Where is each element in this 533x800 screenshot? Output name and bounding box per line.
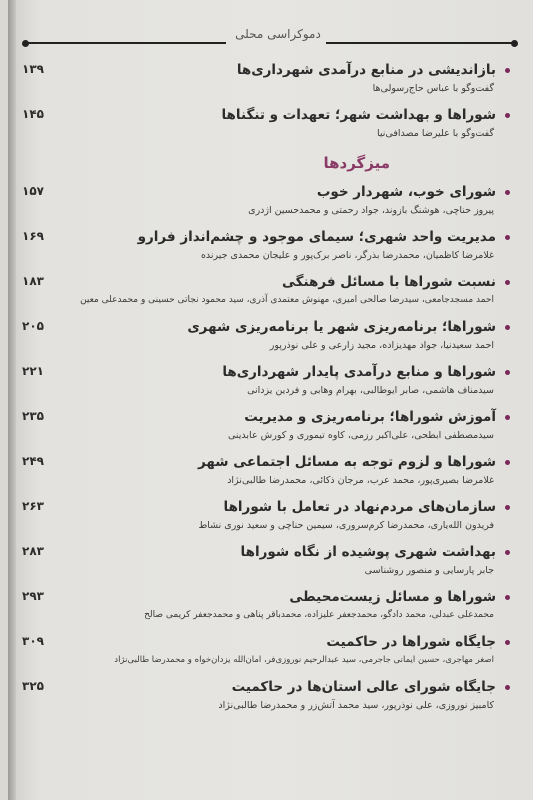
- toc-page-number: ۱۴۵: [22, 107, 44, 121]
- toc-page-number: ۱۵۷: [22, 184, 44, 198]
- toc-entry-title: [22, 542, 510, 563]
- bullet-icon: [505, 550, 510, 555]
- bullet-icon: [505, 68, 510, 73]
- toc-entry-authors: گفت‌وگو با علیرضا مصدافی‌نیا: [377, 128, 494, 139]
- bullet-icon: [505, 595, 510, 600]
- bullet-icon: [505, 113, 510, 118]
- toc-entry[interactable]: [22, 587, 510, 623]
- toc-entry[interactable]: [22, 60, 510, 96]
- header-dot-right: [511, 40, 518, 47]
- bullet-icon: [505, 325, 510, 330]
- toc-entry-title: [22, 677, 510, 698]
- bullet-icon: [505, 685, 510, 690]
- bullet-icon: [505, 415, 510, 420]
- toc-entry-authors: غلامرضا بصیری‌پور، محمد عرب، مرجان ذکائی، محمدرضا طالبی‌نژاد: [227, 475, 494, 486]
- toc-entry-title: [22, 452, 510, 473]
- toc-entry-title-text: مدیریت واحد شهری؛ سیمای موجود و چشم‌انداز فرارو: [137, 229, 496, 245]
- toc-entry-title: [22, 407, 510, 428]
- toc-entry[interactable]: [22, 677, 510, 713]
- toc-entry[interactable]: [22, 105, 510, 141]
- toc-entry[interactable]: [22, 497, 510, 533]
- toc-page-number: ۲۴۹: [22, 454, 44, 468]
- toc-entry[interactable]: [22, 317, 510, 353]
- toc-entry[interactable]: [22, 272, 510, 308]
- toc-page-number: ۳۲۵: [22, 679, 44, 693]
- toc-entry-authors: کامبیز نوروزی، علی نوذرپور، سید محمد آتش‌زر و محمدرضا طالبی‌نژاد: [218, 700, 494, 711]
- toc-entry-authors: غلامرضا کاظمیان، محمدرضا بذرگر، ناصر برک‌پور و علیجان محمدی جیرنده: [200, 250, 494, 261]
- toc-page-number: ۱۶۹: [22, 229, 44, 243]
- header-rule-left: [26, 42, 226, 44]
- toc-entry[interactable]: [22, 542, 510, 578]
- toc-entry-authors: فریدون الله‌یاری، محمدرضا کرم‌سروری، سیمین حناچی و سعید نوری نشاط: [198, 520, 494, 531]
- toc-entry-title-text: بهداشت شهری پوشیده از نگاه شوراها: [240, 544, 496, 560]
- toc-page-number: ۲۰۵: [22, 319, 44, 333]
- toc-entry-title-text: شوراها و بهداشت شهر؛ تعهدات و تنگناها: [221, 107, 496, 123]
- toc-entry-title-text: نسبت شوراها با مسائل فرهنگی: [281, 274, 496, 290]
- toc-page-number: ۳۰۹: [22, 634, 44, 648]
- toc-entry-title-text: جایگاه شورای عالی استان‌ها در حاکمیت: [231, 679, 496, 695]
- toc-entry-title: [22, 272, 510, 293]
- toc-entry-title: [22, 182, 510, 203]
- toc-entry-title-text: آموزش شوراها؛ برنامه‌ریزی و مدیریت: [244, 409, 496, 425]
- toc-entry-title-text: شوراها؛ برنامه‌ریزی شهر یا برنامه‌ریزی شهری: [187, 319, 496, 335]
- toc-entry-title: [22, 60, 510, 81]
- table-of-contents: [22, 60, 510, 722]
- toc-page-number: ۱۸۳: [22, 274, 44, 288]
- toc-page-number: ۲۸۳: [22, 544, 44, 558]
- toc-entry[interactable]: [22, 182, 510, 218]
- bullet-icon: [505, 190, 510, 195]
- toc-page-number: ۲۹۳: [22, 589, 44, 603]
- toc-entry-title: [22, 105, 510, 126]
- toc-page-number: ۱۳۹: [22, 62, 44, 76]
- toc-entry-authors: محمدعلی عبدلی، محمد دادگو، محمدجعفر علیزاده، محمدباقر پناهی و محمدجعفر کریمی صالح: [144, 610, 494, 620]
- toc-entry-title: [22, 362, 510, 383]
- toc-entry-authors: گفت‌وگو با عباس حاج‌رسولی‌ها: [372, 83, 494, 94]
- toc-entry-authors: احمد سعیدنیا، جواد مهدیزاده، مجید زارعی و علی نوذرپور: [269, 340, 494, 351]
- toc-entry-title: [22, 227, 510, 248]
- toc-entry-authors: سیدمصطفی ابطحی، علی‌اکبر رزمی، کاوه تیموری و کورش عابدینی: [228, 430, 494, 441]
- toc-entry-title-text: شورای خوب، شهردار خوب: [316, 184, 496, 200]
- toc-entry-title: [22, 587, 510, 608]
- header-rule-right: [326, 42, 514, 44]
- page-edge: [8, 0, 16, 800]
- bullet-icon: [505, 280, 510, 285]
- toc-entry-title: [22, 317, 510, 338]
- toc-page-number: ۲۳۵: [22, 409, 44, 423]
- section-heading: میزگردها: [323, 154, 390, 172]
- toc-entry-authors: احمد مسجدجامعی، سیدرضا صالحی امیری، مهنوش معتمدی آذری، سید محمود نجاتی حسینی و محمدعلی معین: [80, 295, 494, 305]
- toc-entry-title-text: جایگاه شوراها در حاکمیت: [326, 634, 496, 650]
- toc-entry-title: [22, 632, 510, 653]
- toc-entry-authors: جابر پارسایی و منصور روشناسی: [364, 565, 494, 576]
- toc-entry-authors: پیروز حناچی، هوشنگ بازوند، جواد رحمتی و محمدحسین اژدری: [248, 205, 494, 216]
- toc-entry-title-text: شوراها و مسائل زیست‌محیطی: [289, 589, 496, 605]
- toc-entry[interactable]: [22, 452, 510, 488]
- bullet-icon: [505, 505, 510, 510]
- book-page: [8, 0, 533, 800]
- toc-entry-authors: سیدمناف هاشمی، صابر ایوطالبی، بهرام وهابی و فردین یزدانی: [247, 385, 494, 396]
- toc-entry[interactable]: [22, 407, 510, 443]
- toc-page-number: ۲۶۳: [22, 499, 44, 513]
- bullet-icon: [505, 370, 510, 375]
- toc-entry-title-text: شوراها و لزوم توجه به مسائل اجتماعی شهر: [197, 454, 496, 470]
- bullet-icon: [505, 235, 510, 240]
- toc-page-number: ۲۲۱: [22, 364, 44, 378]
- toc-entry-title: [22, 497, 510, 518]
- bullet-icon: [505, 640, 510, 645]
- running-header-title: دموکراسی محلی: [235, 27, 321, 41]
- toc-entry[interactable]: [22, 632, 510, 668]
- header-dot-left: [22, 40, 29, 47]
- toc-entry-title-text: بازاندیشی در منابع درآمدی شهرداری‌ها: [236, 62, 496, 78]
- toc-entry-authors: اصغر مهاجری، حسین ایمانی جاجرمی، سید عبدالرحیم نوروزی‌فر، امان‌الله یزدان‌خواه و محمدرضا طالبی‌نژاد: [114, 655, 494, 665]
- toc-entry[interactable]: [22, 227, 510, 263]
- toc-entry-title-text: شوراها و منابع درآمدی پایدار شهرداری‌ها: [222, 364, 496, 380]
- toc-entry-title-text: سازمان‌های مردم‌نهاد در تعامل با شوراها: [223, 499, 496, 515]
- bullet-icon: [505, 460, 510, 465]
- toc-entry[interactable]: [22, 362, 510, 398]
